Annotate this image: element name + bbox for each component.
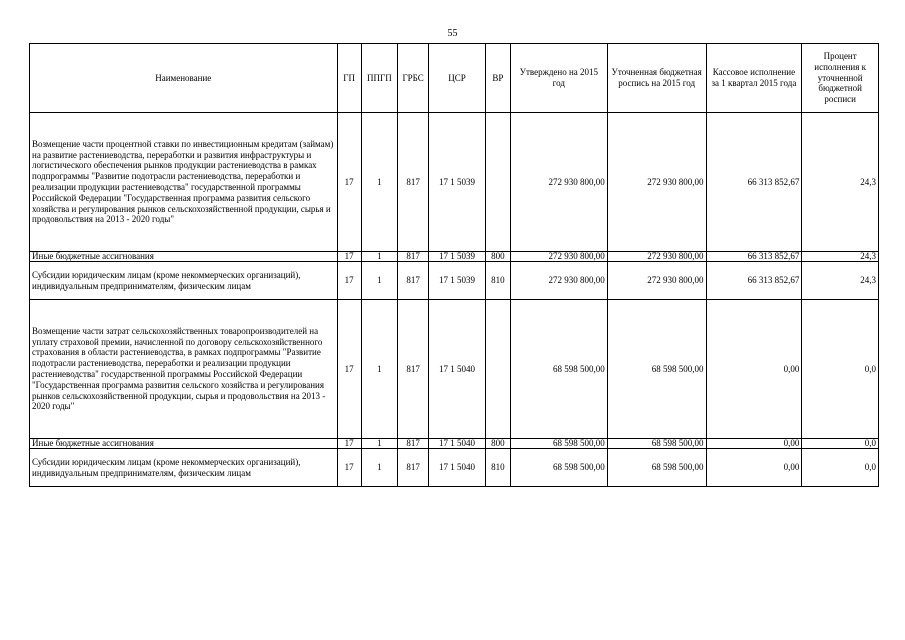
cell-pgp: 1 [361, 300, 397, 439]
cell-gp: 17 [337, 439, 361, 449]
cell-grbs: 817 [398, 113, 429, 252]
table-row [30, 300, 879, 439]
cell-csr: 17 1 5039 [429, 113, 485, 252]
cell-grbs: 817 [398, 300, 429, 439]
header-row [30, 44, 879, 113]
cell-name: Субсидии юридическим лицам (кроме некоммерческих организаций), индивидуальным предпринимателям, физическим лицам [30, 262, 338, 300]
cell-gp: 17 [337, 252, 361, 262]
cell-approved: 68 598 500,00 [510, 439, 607, 449]
cell-grbs: 817 [398, 252, 429, 262]
cell-vr: 800 [485, 252, 510, 262]
cell-pgp: 1 [361, 439, 397, 449]
cell-grbs: 817 [398, 439, 429, 449]
cell-cash: 66 313 852,67 [706, 252, 802, 262]
cell-pgp: 1 [361, 113, 397, 252]
col-header-pgp: ППГП [361, 44, 397, 113]
cell-vr: 800 [485, 439, 510, 449]
cell-vr [485, 113, 510, 252]
cell-csr: 17 1 5040 [429, 300, 485, 439]
table-row [30, 113, 879, 252]
cell-grbs: 817 [398, 262, 429, 300]
col-header-refined: Уточненная бюджетная роспись на 2015 год [607, 44, 706, 113]
cell-percent: 0,0 [802, 449, 879, 487]
col-header-vr: ВР [485, 44, 510, 113]
cell-csr: 17 1 5040 [429, 449, 485, 487]
cell-cash: 66 313 852,67 [706, 113, 802, 252]
cell-refined: 68 598 500,00 [607, 449, 706, 487]
col-header-gp: ГП [337, 44, 361, 113]
col-header-csr: ЦСР [429, 44, 485, 113]
table-row [30, 449, 879, 487]
table-row [30, 262, 879, 300]
cell-name: Иные бюджетные ассигнования [30, 439, 338, 449]
col-header-name: Наименование [30, 44, 338, 113]
cell-cash: 0,00 [706, 439, 802, 449]
cell-gp: 17 [337, 449, 361, 487]
cell-name: Субсидии юридическим лицам (кроме некоммерческих организаций), индивидуальным предпринимателям, физическим лицам [30, 449, 338, 487]
page-number: 55 [447, 28, 458, 39]
cell-gp: 17 [337, 262, 361, 300]
cell-pgp: 1 [361, 449, 397, 487]
cell-name: Возмещение части затрат сельскохозяйственных товаропроизводителей на уплату страховой премии, начисленной по договору сельскохозяйственного страхования в области растениеводства, в рамках подпрограммы "Развитие подотрасли растениеводства, переработки и реализации продукции растениеводства" государственной программы Российской Федерации "Государственная программа развития сельского хозяйства и регулирования рынков сельскохозяйственной продукции, сырья и продовольствия на 2013 - 2020 годы" [30, 300, 338, 439]
cell-name: Возмещение части процентной ставки по инвестиционным кредитам (займам) на развитие растениеводства, переработки и развития инфраструктуры и логистического обеспечения рынков продукции растениеводства в рамках подпрограммы "Развитие подотрасли растениеводства, переработки и реализации продукции растениеводства" государственной программы Российской Федерации "Государственная программа развития сельского хозяйства и регулирования рынков сельскохозяйственной продукции, сырья и продовольствия на 2013 - 2020 годы" [30, 113, 338, 252]
col-header-cash: Кассовое исполнение за 1 квартал 2015 года [706, 44, 802, 113]
cell-approved: 272 930 800,00 [510, 262, 607, 300]
cell-csr: 17 1 5039 [429, 252, 485, 262]
cell-approved: 272 930 800,00 [510, 252, 607, 262]
cell-vr: 810 [485, 262, 510, 300]
cell-refined: 272 930 800,00 [607, 252, 706, 262]
cell-gp: 17 [337, 300, 361, 439]
cell-percent: 24,3 [802, 113, 879, 252]
cell-refined: 68 598 500,00 [607, 439, 706, 449]
cell-cash: 66 313 852,67 [706, 262, 802, 300]
cell-name: Иные бюджетные ассигнования [30, 252, 338, 262]
cell-pgp: 1 [361, 252, 397, 262]
cell-percent: 24,3 [802, 252, 879, 262]
cell-approved: 68 598 500,00 [510, 449, 607, 487]
col-header-grbs: ГРБС [398, 44, 429, 113]
cell-csr: 17 1 5039 [429, 262, 485, 300]
cell-csr: 17 1 5040 [429, 439, 485, 449]
cell-vr: 810 [485, 449, 510, 487]
cell-pgp: 1 [361, 262, 397, 300]
table-row [30, 252, 879, 262]
cell-vr [485, 300, 510, 439]
cell-gp: 17 [337, 113, 361, 252]
cell-cash: 0,00 [706, 300, 802, 439]
cell-refined: 68 598 500,00 [607, 300, 706, 439]
table-row [30, 439, 879, 449]
col-header-percent: Процент исполнения к уточненной бюджетной росписи [802, 44, 879, 113]
col-header-approved: Утверждено на 2015 год [510, 44, 607, 113]
cell-approved: 68 598 500,00 [510, 300, 607, 439]
cell-cash: 0,00 [706, 449, 802, 487]
cell-percent: 24,3 [802, 262, 879, 300]
cell-approved: 272 930 800,00 [510, 113, 607, 252]
cell-grbs: 817 [398, 449, 429, 487]
budget-table [29, 43, 879, 487]
cell-refined: 272 930 800,00 [607, 113, 706, 252]
cell-percent: 0,0 [802, 439, 879, 449]
cell-percent: 0,0 [802, 300, 879, 439]
cell-refined: 272 930 800,00 [607, 262, 706, 300]
